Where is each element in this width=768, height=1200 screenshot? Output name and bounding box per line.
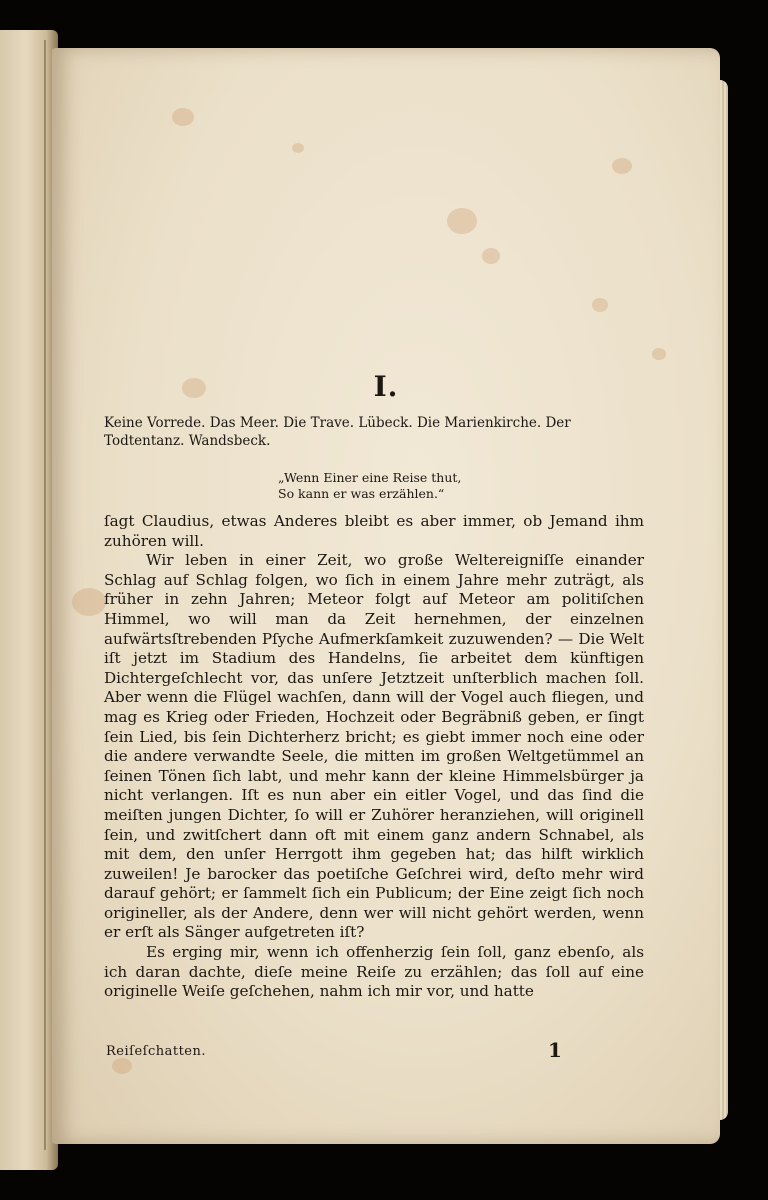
page-number: 1 bbox=[548, 1038, 562, 1062]
epigraph-line2: So kann er was erzählen.“ bbox=[278, 486, 445, 501]
paragraph: ſagt Claudius, etwas Anderes bleibt es aber immer, ob Jemand ihm zuhören will. bbox=[104, 512, 644, 550]
epigraph bbox=[278, 470, 578, 502]
left-facing-page bbox=[0, 30, 58, 1170]
chapter-number: I. bbox=[373, 370, 399, 403]
epigraph-line1: „Wenn Einer eine Reise thut, bbox=[278, 470, 462, 485]
chapter-summary bbox=[104, 414, 652, 450]
gutter-line bbox=[44, 40, 46, 1150]
page-content bbox=[52, 48, 720, 1144]
paragraph: Es erging mir, wenn ich offenherzig ſein ſoll, ganz ebenſo, als ich daran dachte, dieſe meine Reiſe zu erzählen; das ſoll auf eine originelle Weiſe geſchehen, nahm ich mir vor, und hatte bbox=[104, 943, 644, 1001]
body-text bbox=[104, 512, 644, 1002]
paragraph: Wir leben in einer Zeit, wo große Weltereigniſſe einander Schlag auf Schlag folgen, wo ſich in einem Jahre mehr zuträgt, als früher in zehn Jahren; Meteor folgt auf Meteor am politiſchen Himmel, wo will man da Zeit hernehmen, der einzelnen aufwärtsſtrebenden Pſyche Aufmerkſamkeit zuzuwenden? — Die Welt iſt jetzt im Stadium des Handelns, ſie arbeitet dem künftigen Dichtergeſchlecht vor, das unſere Jetztzeit unſterblich machen ſoll. Aber wenn die Flügel wachſen, dann will der Vogel auch fliegen, und mag es Krieg oder Frieden, Hochzeit oder Begräbniß geben, er ſingt ſein Lied, bis ſein Dichterherz bricht; es giebt immer noch eine oder die andere verwandte Seele, die mitten im großen Weltgetümmel an ſeinen Tönen ſich labt, und mehr kann der kleine Himmelsbürger ja nicht verlangen. Iſt es nun aber ein eitler Vogel, und das ſind die meiſten jungen Dichter, ſo will er Zuhörer heranziehen, will originell ſein, und zwitſchert dann oft mit einem ganz andern Schnabel, als mit dem, den unſer Herrgott ihm gegeben hat; das hilft wirklich zuweilen! Je barocker das poetiſche Geſchrei wird, deſto mehr wird darauf gehört; er ſammelt ſich ein Publicum; der Eine zeigt ſich noch origineller, als der Andere, denn wer will nicht gehört werden, wenn er erſt als Sänger aufgetreten iſt? bbox=[104, 551, 644, 942]
chapter-summary-line2: Todtentanz. Wandsbeck. bbox=[104, 433, 271, 449]
signature-mark: Reiſeſchatten. bbox=[106, 1044, 207, 1059]
chapter-summary-line1: Keine Vorrede. Das Meer. Die Trave. Lübeck. Die Marienkirche. Der bbox=[104, 415, 571, 431]
